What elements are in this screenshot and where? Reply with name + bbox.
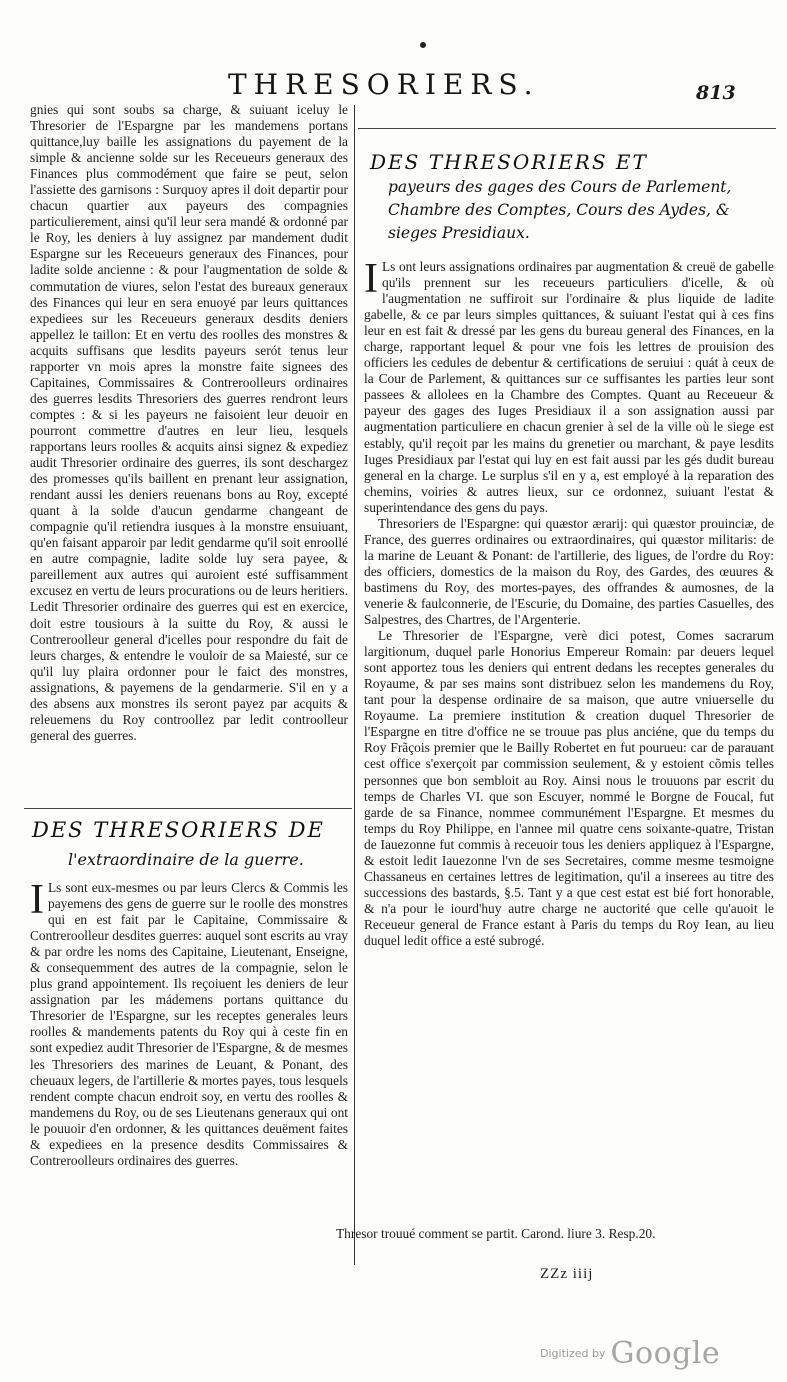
google-logo: Google	[610, 1336, 721, 1371]
right-column-text	[364, 256, 774, 949]
ornament-dot	[419, 41, 427, 49]
watermark-text: Digitized by	[540, 1347, 606, 1360]
left-section-paragraph: Ls sont eux-mesmes ou par leurs Clercs & Commis les payemens des gens de guerre sur le roolle des monstres qui en est fait par le Capitaine, Commissaire & Contreroolleur desdites guerres: auquel sont escrits au vray & par ordre les noms des Capitaine, Lieutenant, Enseigne, & consequemment des autres de la compagnie, selon le plus grand appointement. Ils reçoiuent les deniers de leur assignation par les mádemens portans quittance du Thresorier de l'Espargne, sur les receptes generales leurs roolles & mandements patents du Roy qui à ceste fin en sont expediez audit Thresorier de l'Espargne, & de mesmes les Thresoriers des marines de Leuant, & Ponant, des cheuaux legers, de l'artillerie & mortes payes, tous lesquels rendent compte chacun endroit soy, en vertu des roolles & mandemens du Roy, ou de ses Lieutenans generaux qui ont le pouuoir d'en ordonner, & les quittances deuëment faites & expediees en la presence desdits Commissaires & Contreroolleurs ordinaires des guerres.	[30, 880, 348, 1168]
dropcap-left: I	[30, 877, 44, 923]
section-subheading-left: l'extraordinaire de la guerre.	[68, 850, 304, 869]
running-head: THRESORIERS.	[228, 68, 540, 101]
dropcap-right: I	[364, 256, 378, 302]
left-section-text	[30, 877, 348, 1169]
page-number: 813	[696, 82, 736, 104]
section-heading-left: DES THRESORIERS DE	[32, 818, 325, 842]
section-rule-right	[358, 128, 776, 129]
right-paragraph-3: Le Thresorier de l'Espargne, verè dici potest, Comes sacrarum largitionum, duquel parle Honorius Empereur Romain: par deuers lequel sont apportez tous les deniers qui entrent dedans les receptes generales du Royaume, & par ses mains sont distribuez selon les mandemens du Roy, tant pour la despense ordinaire de sa maison, que autre vniuerselle du Royaume. La premiere institution & creation duquel Thresorier de l'Espargne en titre d'office ne se trouue pas plus anciéne, que du temps du Roy Frãçois premier que le Bailly Robertet en fut pourueu: car de parauant cest office s'exerçoit par commission seulement, & y estoient cõmis telles personnes que bon sembloit au Roy. Ainsi nous le trouuons par escrit du temps de Charles VI. que son Escuyer, nommé le Borgne de Foucal, fut garde de sa Finance, nommee communément l'Espargne. Et mesmes du temps du Roy Philippe, en l'annee mil quatre cens soixante-quatre, Tristan de Iauezonne fut commis à receuoir tous les deniers appliquez à l'Espargne, & estoit ledit Iauezonne l'vn de ses Secretaires, comme mesme tesmoigne Chassaneus en certaines lettres de legitimation, qu'il a inserees au titre des successions des bastards, §.5. Tant y a que cest estat est bié fort honorable, & n'a pour le iourd'huy autre charge ne auctorité que celle qu'auoit le Receueur general de France estant à Paris du temps du Roy Iean, au lieu duquel ledit office a esté subrogé.	[364, 628, 774, 948]
signature-mark: ZZz iiij	[540, 1266, 594, 1282]
right-paragraph-1: Ls ont leurs assignations ordinaires par augmentation & creuë de gabelle qu'ils prennent sur les receueurs particuliers d'icelle, & où l'augmentation ne suffiroit sur l'ordinaire & plus liquide de ladite gabelle, & ce par leurs simples quittances, & suiuant l'estat qui à ces fins leur en est fait & dressé par les gens du bureau general des Finances, en la charge, rapportant lequel & pour vne fois les lettres de prouision des officiers les cedules de debentur & certifications de seruiui : quát à ceux de la Cour de Parlement, & quittances sur ce suffisantes les parties leur sont passees & allolees en la Chambre des Comptes. Quant au Receueur & payeur des gages des Iuges Presidiaux il a son assignation aussi par augmentation particuliere en chacun grenier à sel de la ville où le siege est estably, qu'il reçoit par les mains du grenetier ou marchant, & paye lesdits Iuges Presidiaux par l'estat qui luy en est fait aussi par les gés dudit bureau general en la charge. Le surplus s'il en y a, est employé à la reparation des chemins, voiries & autres lieux, sur ce ordonnez, suiuant l'estat & superintendance des gens du pays.	[364, 259, 774, 515]
section-subheading-right: payeurs des gages des Cours de Parlement, Chambre des Comptes, Cours des Aydes, & sieges Presidiaux.	[388, 178, 732, 242]
right-paragraph-2: Thresoriers de l'Espargne: qui quæstor ærarij: qui quæstor prouinciæ, de France, des guerres ordinaires ou extraordinaires, qui quæstor militaris: de la marine de Leuant & Ponant: de l'artillerie, des ligues, de l'ordre du Roy: des officiers, domestics de la maison du Roy, des Gardes, des œuures & bastimens du Roy, des mortes-payes, des offrandes & aumosnes, de la venerie & faulconnerie, de l'Escurie, du Domaine, des parties Casuelles, des Salpestres, des Chartres, de l'Argenterie.	[364, 515, 774, 628]
marginal-note: Thresor trouué comment se partit. Carond. liure 3. Resp.20.	[336, 1226, 656, 1241]
digitization-watermark	[540, 1336, 720, 1371]
left-column-text	[30, 102, 348, 744]
section-heading-right: DES THRESORIERS ET	[370, 150, 648, 174]
section-rule-left	[24, 808, 352, 809]
column-divider	[354, 105, 355, 1265]
left-paragraph-continued: gnies qui sont soubs sa charge, & suiuant iceluy le Thresorier de l'Espargne par les mandemens portans quittance,luy baille les assignations du payement de la simple & ancienne solde sur les Receueurs generaux des Finances plus commodément que faire se peut, selon l'assiette des garnisons : Surquoy apres il doit departir pour chacun quartier aux payeurs des compagnies particulierement, ainsi qu'il leur sera mandé & ordonné par le Roy, les deniers à luy assignez par mandement dudit Espargne sur les Receueurs generaux des Finances, pour ladite solde ancienne : & pour l'augmentation de solde & commutation de viures, selon l'estat des bureaux generaux des Finances qui leur en sera enuoyé par leurs quittances expediees sur les Receueurs generaux desdits deniers appellez le taillon: Et en vertu des roolles des monstres & acquits suffisans que lesdits payeurs serót tenus leur rapporter vn mois apres la monstre faite signees des Capitaines, Commissaires & Contreroolleurs ordinaires des guerres lesdits Thresoriers des guerres rendront leurs comptes : & si les payeurs ne faisoient leur deuoir en pourront commettre d'autres en leur lieu, lesquels rapportans leurs roolles & acquits ainsi signez & expediez audit Thresorier ordinaire des guerres, ils sont deschargez des promesses qu'ils baillent en prenant leur assignation, rendant aussi les deniers reuenans bons au Roy, excepté quant à la solde d'aucun gendarme changeant de compagnie qu'il retiendra iusques à la monstre ensuiuant, qu'en faisant apparoir par ledit gendarme qu'il soit enroollé en autre compagnie, ladite solde luy sera payee, & pareillement aux autres qui auroient esté suffisamment excusez en vertu de leurs procurations ou de leurs heritiers. Ledit Thresorier ordinaire des guerres qui est en exercice, doit estre tousiours à la suitte du Roy, & aussi le Contreroolleur general d'icelles pour respondre du fait de leurs charges, & entendre le vouloir de sa Maiesté, sur ce qu'il luy plaira ordonner pour le faict des monstres, assignations, & payemens de la gendarmerie. S'il en y a des absens aux monstres ils seront payez par acquits & releuemens du Roy controollez par ledit controolleur general des guerres.	[30, 102, 348, 743]
